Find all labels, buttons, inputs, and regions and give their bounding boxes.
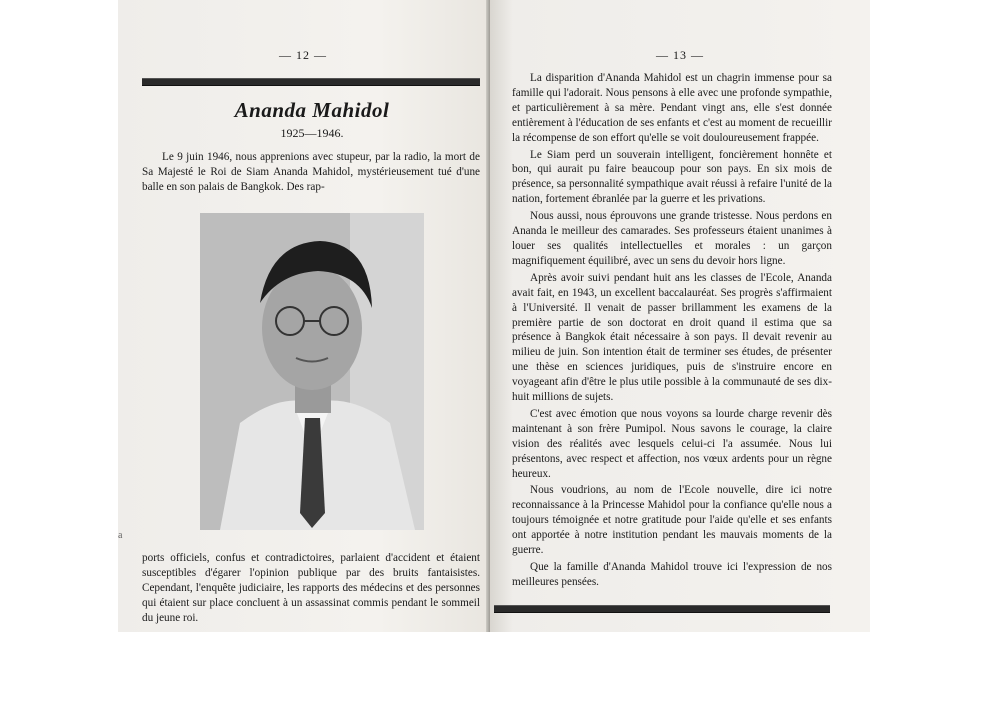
page-number-right: — 13 — (656, 48, 704, 62)
paragraph: Nous aussi, nous éprouvons une grande tristesse. Nous perdons en Ananda le meilleur des camarades. Ses professeurs étaient unanimes à louer ses qualités intellectuelles et morales : un garçon magnifiquement équilibré, avec un sens du devoir hors ligne. (512, 210, 832, 267)
left-page (118, 0, 488, 632)
paragraph: Après avoir suivi pendant huit ans les classes de l'Ecole, Ananda avait fait, en 1943, un excellent baccalauréat. Ses progrès s'affirmaient à l'Université. Il venait de passer brillamment les examens de la première partie de son doctorat en droit quand il estima que sa présence à Bangkok était nécessaire à son pays. Il devait revenir au milieu de juin. Son intention était de terminer ses études, de présenter une thèse en sciences juridiques, puis de s'instruire encore en voyageant afin d'être le plus utile possible à la communauté de ses dix-huit millions de sujets. (512, 271, 832, 404)
right-page (490, 0, 870, 632)
paragraph: Que la famille d'Ananda Mahidol trouve ici l'expression de nos meilleures pensées. (512, 561, 832, 588)
paragraph: C'est avec émotion que nous voyons sa lourde charge revenir dès maintenant à son frère Pumipol. Nous savons le courage, la claire vision des réalités avec lesquels celui-ci l'a assumée. Nous lui présentons, avec respect et affection, nos vœux ardents pour un règne heureux. (512, 407, 832, 480)
paragraph: Le Siam perd un souverain intelligent, foncièrement honnête et bon, qui aurait pu faire beaucoup pour son pays. En six mois de présence, sa personnalité sympathique avait réussi à refaire l'unité de la nation, fortement ébranlée par la guerre et les privations. (512, 148, 832, 206)
right-page-text (512, 71, 832, 592)
margin-mark: a (118, 530, 123, 541)
title-years: 1925—1946. (280, 126, 344, 140)
page-number-left: — 12 — (279, 48, 327, 62)
header-rule (142, 78, 480, 86)
page-title: Ananda Mahidol (234, 98, 390, 122)
paragraph: La disparition d'Ananda Mahidol est un chagrin immense pour sa famille qui l'adorait. Nous pensons à elle avec une profonde sympathie, et particulièrement à sa mère. Pendant vingt ans, elle s'est donnée entièrement à l'éducation de ses enfants et c'est au moment de recueillir la récompense de son effort qu'elle se voit douloureusement frappée. (512, 72, 832, 144)
footer-rule (494, 605, 830, 613)
paragraph: Nous voudrions, au nom de l'Ecole nouvelle, dire ici notre reconnaissance à la Princesse Mahidol pour la confiance qu'elle nous a toujours témoignée et notre gratitude pour l'aide qu'elle et ses enfants ont apportée à notre institution pendant les mauvais moments de la guerre. (512, 484, 832, 557)
continuation-paragraph: ports officiels, confus et contradictoires, parlaient d'accident et étaient susceptibles d'égarer l'opinion publique par des bruits fantaisistes. Cependant, l'enquête judiciaire, les rapports des médecins et des personnes qui étaient sur place concluent à un assassinat commis pendant le sommeil du jeune roi. (142, 552, 480, 624)
portrait-photo (200, 213, 424, 530)
opening-paragraph: Le 9 juin 1946, nous apprenions avec stupeur, par la radio, la mort de Sa Majesté le Roi de Siam Ananda Mahidol, mystérieusement tué d'une balle en son palais de Bangkok. Des rap- (142, 151, 480, 193)
